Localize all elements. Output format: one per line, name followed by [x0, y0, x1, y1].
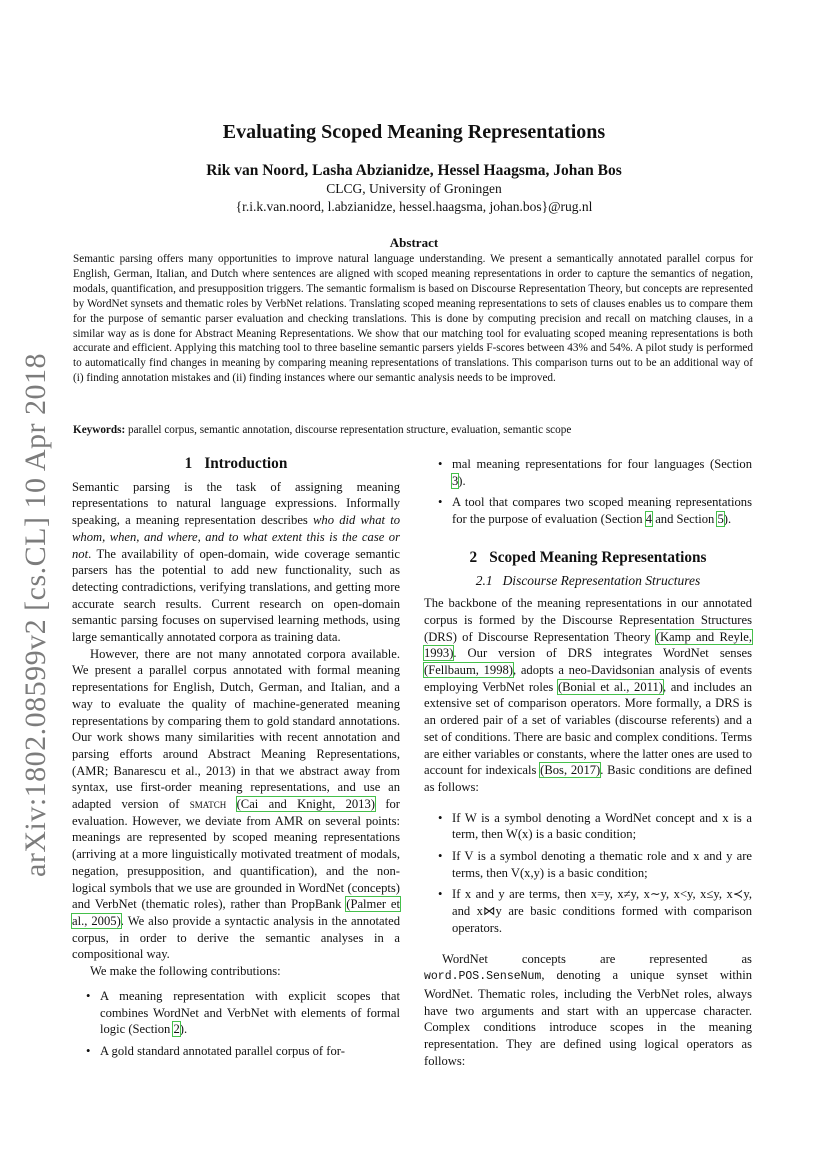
section-title: Introduction [204, 455, 288, 472]
emphasis-text: who did what to whom, when, and where, and to what extent this is the case or not [72, 513, 400, 561]
section-number: 2 [469, 548, 478, 566]
keywords-label: Keywords: [73, 424, 126, 436]
citation-link[interactable]: (Bonial et al., 2011) [557, 679, 663, 694]
list-item: • If W is a symbol denoting a WordNet concept and x is a term, then W(x) is a basic condition; [424, 810, 752, 843]
subsection-title: Discourse Representation Structures [502, 572, 701, 588]
list-item: • A gold standard annotated parallel corpus of for- [72, 1043, 400, 1060]
contribution-list [72, 988, 400, 1060]
abstract-heading: Abstract [389, 235, 439, 250]
word: represented [649, 951, 708, 966]
intro-paragraph-1: Semantic parsing is the task of assigning meaning representations to natural language expressions. Informally speaking, a meaning representation describes who did what to whom, when, and where, and to what extent this is the case or not. The availability of open-domain, wide coverage semantic parsers has the potential to add new functionality, such as detecting contradictions, verifying translations, and getting more accurate search results. Current research on open-domain semantic parsing focuses on supervised learning methods, using large semantically annotated corpora as training data. [72, 479, 400, 645]
intro-paragraph-3: We make the following contributions: [90, 964, 281, 979]
smatch-name: smatch [189, 797, 227, 812]
affiliation: CLCG, University of Groningen [326, 181, 502, 196]
citation-link[interactable]: (Kamp and Reyle, 1993) [424, 629, 752, 661]
word: are [599, 951, 616, 966]
paper-title: Evaluating Scoped Meaning Representations [222, 121, 606, 143]
section-number: 1 [184, 455, 193, 472]
list-item: • A tool that compares two scoped meaning representations for the purpose of evaluation (Section 4 and Section 5). [424, 494, 752, 527]
citation-link[interactable]: (Cai and Knight, 2013) [236, 797, 375, 812]
keywords [73, 423, 753, 438]
list-item: • If V is a symbol denoting a thematic role and x and y are terms, then V(x,y) is a basic condition; [424, 848, 752, 881]
word: concepts [521, 951, 566, 966]
drs-paragraph-1: The backbone of the meaning representations in our annotated corpus is formed by the Discourse Representation Structures (DRS) of Discourse Representation Theory (Kamp and Reyle, 1993). Our version of DRS integrates WordNet senses (Fellbaum, 1998), adopts a neo-Davidsonian analysis of events employing VerbNet roles (Bonial et al., 2011), and includes an extensive set of comparison operators. More formally, a DRS is an ordered pair of a set of variables (discourse referents) and a set of conditions. There are basic and complex conditions. Terms are either variables or constants, where the latter ones are used to account for indexicals (Bos, 2017). Basic conditions are defined as follows: [424, 596, 752, 794]
list-item-continued: • mal meaning representations for four languages (Section 3). [424, 456, 752, 489]
section-heading-introduction [72, 456, 400, 473]
section-link[interactable]: 4 [645, 512, 653, 527]
section-link[interactable]: 3 [452, 473, 459, 488]
basic-conditions-list [424, 810, 752, 937]
subsection-heading-drs [424, 573, 752, 590]
citation-link[interactable]: (Palmer et al., 2005) [72, 897, 400, 928]
section-link[interactable]: 5 [717, 512, 724, 527]
section-link[interactable]: 2 [173, 1022, 180, 1037]
list-item: • If x and y are terms, then x=y, x≠y, x∼y, x<y, x≤y, x≺y, and x⋈y are basic conditions formed with comparison operators. [424, 886, 752, 936]
abstract-body: Semantic parsing offers many opportunities to improve natural language understanding. We present a semantically annotated parallel corpus for English, German, Italian, and Dutch where sentences are aligned with scoped meaning representations in order to capture the semantics of negation, modals, quantification, and presupposition triggers. The semantic formalism is based on Discourse Representation Theory, but concepts are represented by WordNet synsets and thematic roles by VerbNet relations. Translating scoped meaning representations to sets of clauses enables us to compare them for the purpose of semantic parser evaluation and checking translations. This is done by computing precision and recall on matching clauses, in a similar way as is done for Abstract Meaning Representations. We show that our matching tool for evaluating scoped meaning representations is both accurate and efficient. Applying this matching tool to three baseline semantic parsers yields F-scores between 43% and 54%. A pilot study is performed to automatically find changes in meaning by comparing meaning representations of translations. This comparison turns out to be an additional way of (i) finding annotation mistakes and (ii) finding instances where our semantic analysis needs to be improved. [73, 253, 753, 385]
author-emails: {r.i.k.van.noord, l.abzianidze, hessel.haagsma, johan.bos}@rug.nl [235, 199, 593, 214]
arxiv-stamp [18, 353, 54, 877]
right-column [424, 456, 752, 1070]
keywords-text: parallel corpus, semantic annotation, discourse representation structure, evaluation, semantic scope [128, 424, 572, 436]
citation-link[interactable]: (Bos, 2017) [540, 763, 601, 778]
list-item: • A meaning representation with explicit scopes that combines WordNet and VerbNet with elements of formal logic (Section 2). [72, 988, 400, 1038]
intro-paragraph-2: However, there are not many annotated corpora available. We present a parallel corpus annotated with formal meaning representations for English, Dutch, German, and Italian, and a way to evaluate the quality of machine-generated meaning representations by comparing them to gold standard annotations. Our work shows many similarities with recent annotation and parsing efforts around Abstract Meaning Representations, (AMR; Banarescu et al., 2013) in that we abstract away from syntax, use first-order meaning representations, and use an adapted version of smatch (Cai and Knight, 2013) for evaluation. However, we deviate from AMR on several points: meanings are represented by scoped meaning representations (arriving at a more linguistically motivated treatment of modals, negation, presupposition, and quantification), and the non-logical symbols that we use are grounded in WordNet (concepts) and VerbNet (thematic roles), rather than PropBank (Palmer et al., 2005). We also provide a syntactic analysis in the annotated corpus, in order to derive the semantic analyses in a compositional way. [72, 646, 401, 962]
word: WordNet [442, 951, 488, 966]
subsection-number: 2.1 [475, 572, 493, 588]
contribution-list-continued [424, 456, 752, 528]
section-title: Scoped Meaning Representations [489, 548, 707, 566]
section-heading-scoped [424, 550, 752, 567]
citation-link[interactable]: (Fellbaum, 1998) [424, 663, 513, 678]
author-list: Rik van Noord, Lasha Abzianidze, Hessel Haagsma, Johan Bos [206, 162, 622, 179]
word: as [741, 951, 752, 966]
wordnet-line [424, 951, 752, 968]
wordnet-paragraph: word.POS.SenseNum, denoting a unique synset within WordNet. Thematic roles, including the VerbNet roles, always have two arguments and start with an uppercase character. Complex conditions introduce scopes in the meaning representation. They are defined using logical operators as follows: [424, 968, 752, 1068]
synset-format: word.POS.SenseNum [424, 970, 542, 984]
arxiv-stamp-text: arXiv:1802.08599v2 [cs.CL] 10 Apr 2018 [19, 353, 53, 877]
left-column [72, 456, 400, 1060]
